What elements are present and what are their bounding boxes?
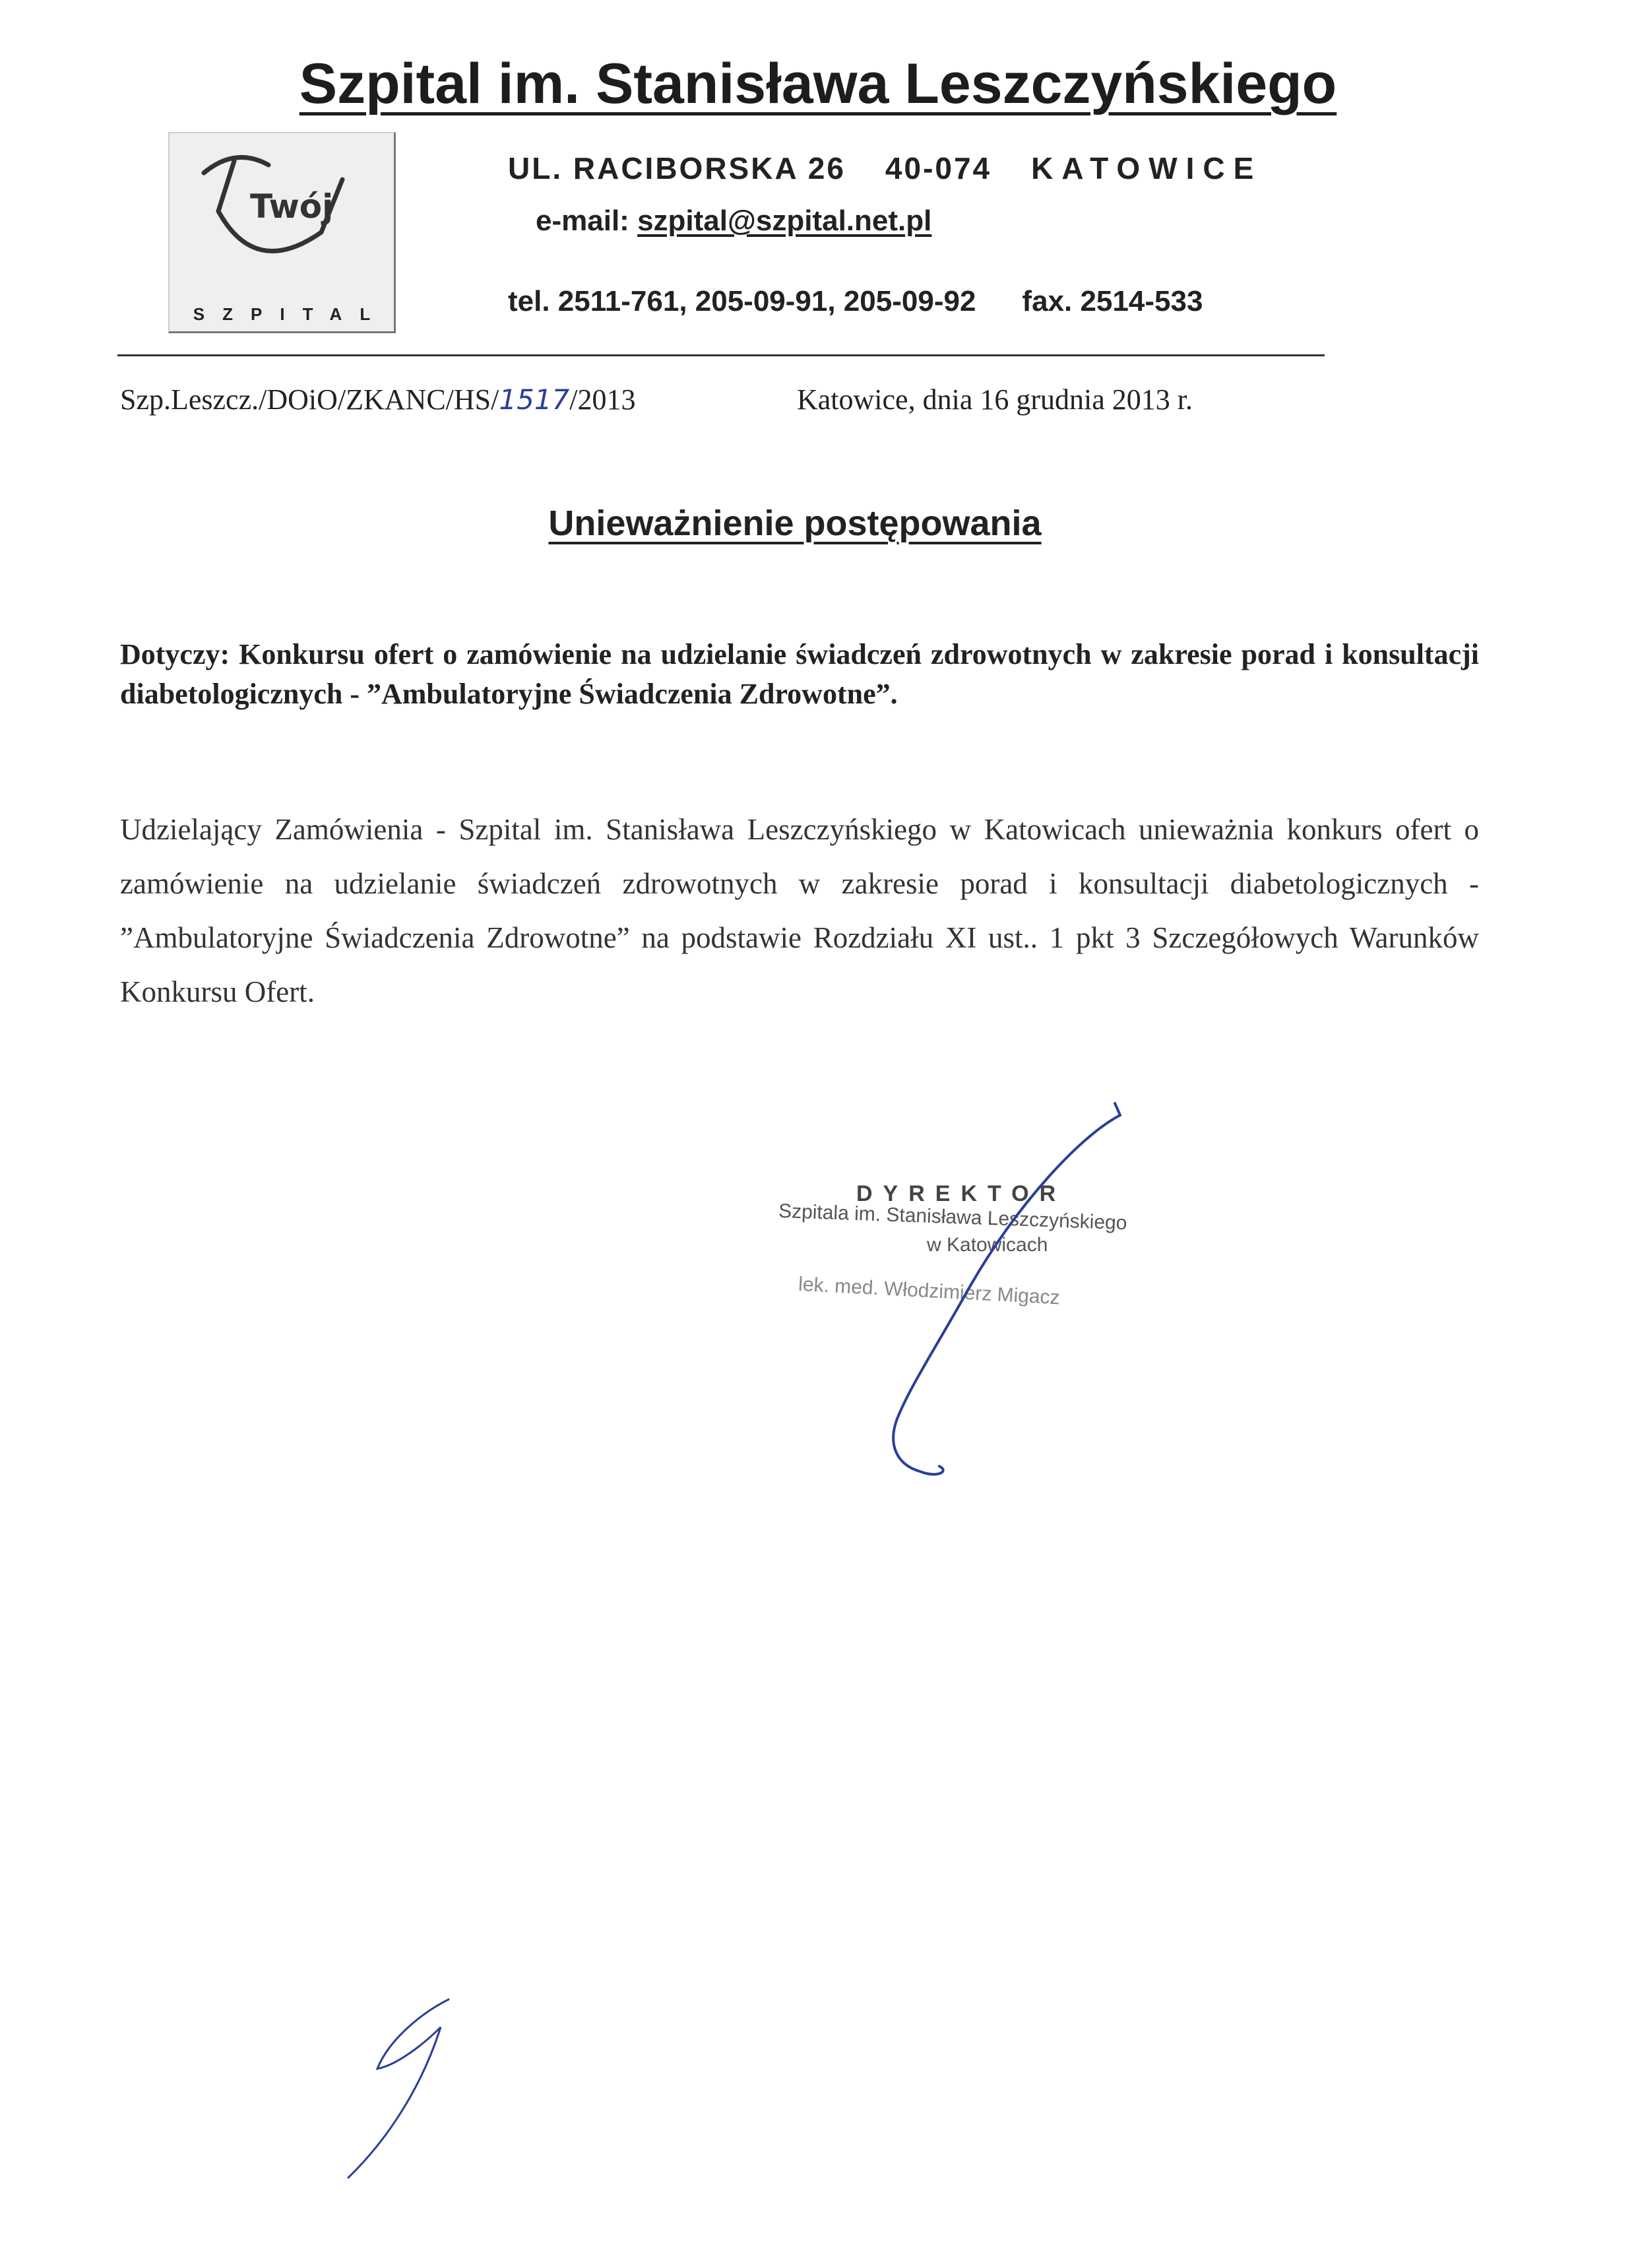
stamp-hospital-line: Szpitala im. Stanisława Leszczyńskiego [778, 1200, 1128, 1235]
reference-suffix: /2013 [569, 383, 636, 416]
email-link[interactable]: szpital@szpital.net.pl [637, 205, 932, 237]
date-place: Katowice, dnia 16 grudnia 2013 r. [797, 383, 1193, 416]
address-city: KATOWICE [1031, 151, 1263, 185]
stamp-director-name: lek. med. Włodzimierz Migacz [798, 1273, 1061, 1309]
stamp-city-line: w Katowicach [927, 1234, 1048, 1256]
hospital-name: Szpital im. Stanisława Leszczyńskiego [299, 52, 1337, 115]
reference-prefix: Szp.Leszcz./DOiO/ZKANC/HS/ [120, 383, 499, 416]
email-label: e-mail: [536, 205, 629, 237]
fax-number: fax. 2514-533 [1022, 285, 1203, 317]
document-title: Unieważnienie postępowania [548, 503, 1042, 543]
address-street: UL. RACIBORSKA 26 [508, 151, 846, 185]
document-body: Udzielający Zamówienia - Szpital im. Stanisława Leszczyńskiego w Katowicach unieważnia konkurs ofert o zamówienie na udzielanie świadczeń zdrowotnych w zakresie porad i konsultacji diabetologicznych - ”Ambulatoryjne Świadczenia Zdrowotne” na podstawie Rozdziału XI ust.. 1 pkt 3 Szczegółowych Warunków Konkursu Ofert. [120, 813, 1479, 1008]
logo-caption: SZPITAL [193, 304, 389, 324]
stamp-title: DYREKTOR [856, 1181, 1067, 1206]
handwritten-reference-number: 1517 [499, 383, 570, 416]
document-subject: Dotyczy: Konkursu ofert o zamówienie na udzielanie świadczeń zdrowotnych w zakresie porad i konsultacji diabetologicznych - ”Ambulatoryjne Świadczenia Zdrowotne”. [120, 638, 1479, 710]
phone-numbers: tel. 2511-761, 205-09-91, 205-09-92 [508, 285, 976, 317]
logo-text: Twój [250, 187, 334, 226]
address-postcode: 40-074 [885, 151, 992, 185]
